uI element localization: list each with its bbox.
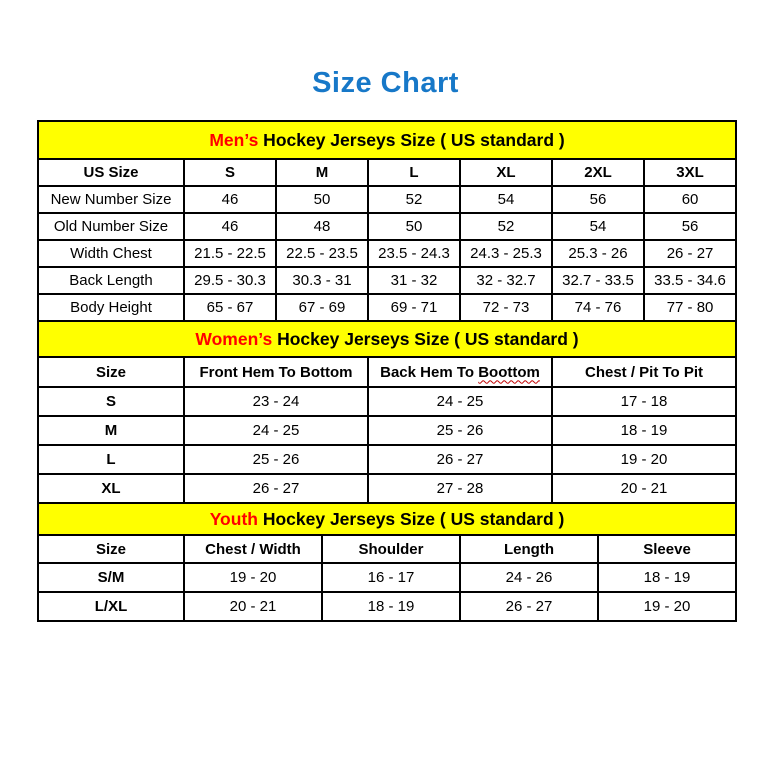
mens-value-cell: 23.5 - 24.3 [368,240,460,267]
youth-table-heading [38,503,736,535]
mens-heading-rest: Hockey Jerseys Size ( US standard ) [258,129,565,150]
mens-row-label: Width Chest [38,240,184,267]
mens-value-cell: 30.3 - 31 [276,267,368,294]
womens-value-cell: 26 - 27 [184,474,368,503]
size-chart-page [0,66,776,622]
mens-table-row [38,213,736,240]
mens-value-cell: 22.5 - 23.5 [276,240,368,267]
womens-value-cell: 23 - 24 [184,387,368,416]
mens-value-cell: 56 [644,213,736,240]
size-tables-container [37,120,734,622]
mens-column-header: US Size [38,159,184,186]
youth-heading-highlight: Youth [209,508,258,529]
mens-value-cell: 52 [368,186,460,213]
mens-value-cell: 67 - 69 [276,294,368,321]
womens-size-table [37,320,737,504]
mens-value-cell: 72 - 73 [460,294,552,321]
womens-column-header-text: Back Hem To [380,363,479,381]
mens-value-cell: 25.3 - 26 [552,240,644,267]
mens-value-cell: 48 [276,213,368,240]
womens-value-cell: 18 - 19 [552,416,736,445]
womens-column-header: Front Hem To Bottom [184,357,368,387]
womens-row-label: S [38,387,184,416]
mens-value-cell: 54 [460,186,552,213]
youth-value-cell: 24 - 26 [460,563,598,592]
mens-column-header: 3XL [644,159,736,186]
mens-table-row [38,240,736,267]
youth-column-header: Size [38,535,184,563]
youth-value-cell: 19 - 20 [598,592,736,621]
womens-value-cell: 20 - 21 [552,474,736,503]
womens-value-cell: 27 - 28 [368,474,552,503]
womens-value-cell: 19 - 20 [552,445,736,474]
mens-value-cell: 54 [552,213,644,240]
mens-value-cell: 74 - 76 [552,294,644,321]
womens-column-header [368,357,552,387]
youth-column-header: Length [460,535,598,563]
mens-value-cell: 46 [184,186,276,213]
womens-heading-highlight: Women’s [195,328,273,349]
youth-value-cell: 18 - 19 [322,592,460,621]
mens-value-cell: 69 - 71 [368,294,460,321]
mens-size-table [37,120,737,322]
womens-value-cell: 17 - 18 [552,387,736,416]
youth-value-cell: 16 - 17 [322,563,460,592]
mens-table-row [38,186,736,213]
mens-value-cell: 65 - 67 [184,294,276,321]
womens-value-cell: 24 - 25 [184,416,368,445]
womens-column-header: Chest / Pit To Pit [552,357,736,387]
womens-value-cell: 25 - 26 [368,416,552,445]
mens-row-label: Old Number Size [38,213,184,240]
womens-table-row [38,416,736,445]
mens-column-header: S [184,159,276,186]
youth-value-cell: 19 - 20 [184,563,322,592]
youth-value-cell: 18 - 19 [598,563,736,592]
youth-value-cell: 20 - 21 [184,592,322,621]
youth-table-row [38,592,736,621]
mens-column-header: L [368,159,460,186]
mens-value-cell: 56 [552,186,644,213]
mens-table-row [38,294,736,321]
womens-table-heading [38,321,736,357]
mens-value-cell: 32 - 32.7 [460,267,552,294]
youth-row-label: S/M [38,563,184,592]
mens-value-cell: 29.5 - 30.3 [184,267,276,294]
youth-column-header: Shoulder [322,535,460,563]
page-title: Size Chart [312,67,459,99]
womens-column-header: Size [38,357,184,387]
mens-value-cell: 50 [276,186,368,213]
womens-heading-rest: Hockey Jerseys Size ( US standard ) [272,328,579,349]
womens-table-row [38,387,736,416]
mens-value-cell: 24.3 - 25.3 [460,240,552,267]
youth-heading-rest: Hockey Jerseys Size ( US standard ) [257,508,565,529]
mens-row-label: Back Length [38,267,184,294]
mens-value-cell: 31 - 32 [368,267,460,294]
mens-value-cell: 33.5 - 34.6 [644,267,736,294]
womens-table-row [38,474,736,503]
womens-table-row [38,445,736,474]
womens-value-cell: 25 - 26 [184,445,368,474]
mens-value-cell: 60 [644,186,736,213]
mens-heading-highlight: Men’s [209,129,259,150]
mens-column-header: XL [460,159,552,186]
womens-row-label: L [38,445,184,474]
womens-misspelled-word: Boottom [478,363,540,381]
mens-table-row [38,267,736,294]
mens-column-header: M [276,159,368,186]
mens-value-cell: 32.7 - 33.5 [552,267,644,294]
mens-value-cell: 26 - 27 [644,240,736,267]
mens-row-label: Body Height [38,294,184,321]
mens-value-cell: 21.5 - 22.5 [184,240,276,267]
youth-column-header: Chest / Width [184,535,322,563]
mens-row-label: New Number Size [38,186,184,213]
youth-row-label: L/XL [38,592,184,621]
womens-row-label: M [38,416,184,445]
youth-column-header: Sleeve [598,535,736,563]
mens-value-cell: 77 - 80 [644,294,736,321]
mens-table-heading [38,121,736,159]
youth-table-row [38,563,736,592]
youth-value-cell: 26 - 27 [460,592,598,621]
mens-value-cell: 52 [460,213,552,240]
womens-value-cell: 26 - 27 [368,445,552,474]
womens-row-label: XL [38,474,184,503]
womens-value-cell: 24 - 25 [368,387,552,416]
mens-column-header: 2XL [552,159,644,186]
mens-value-cell: 46 [184,213,276,240]
mens-value-cell: 50 [368,213,460,240]
youth-size-table [37,502,737,622]
